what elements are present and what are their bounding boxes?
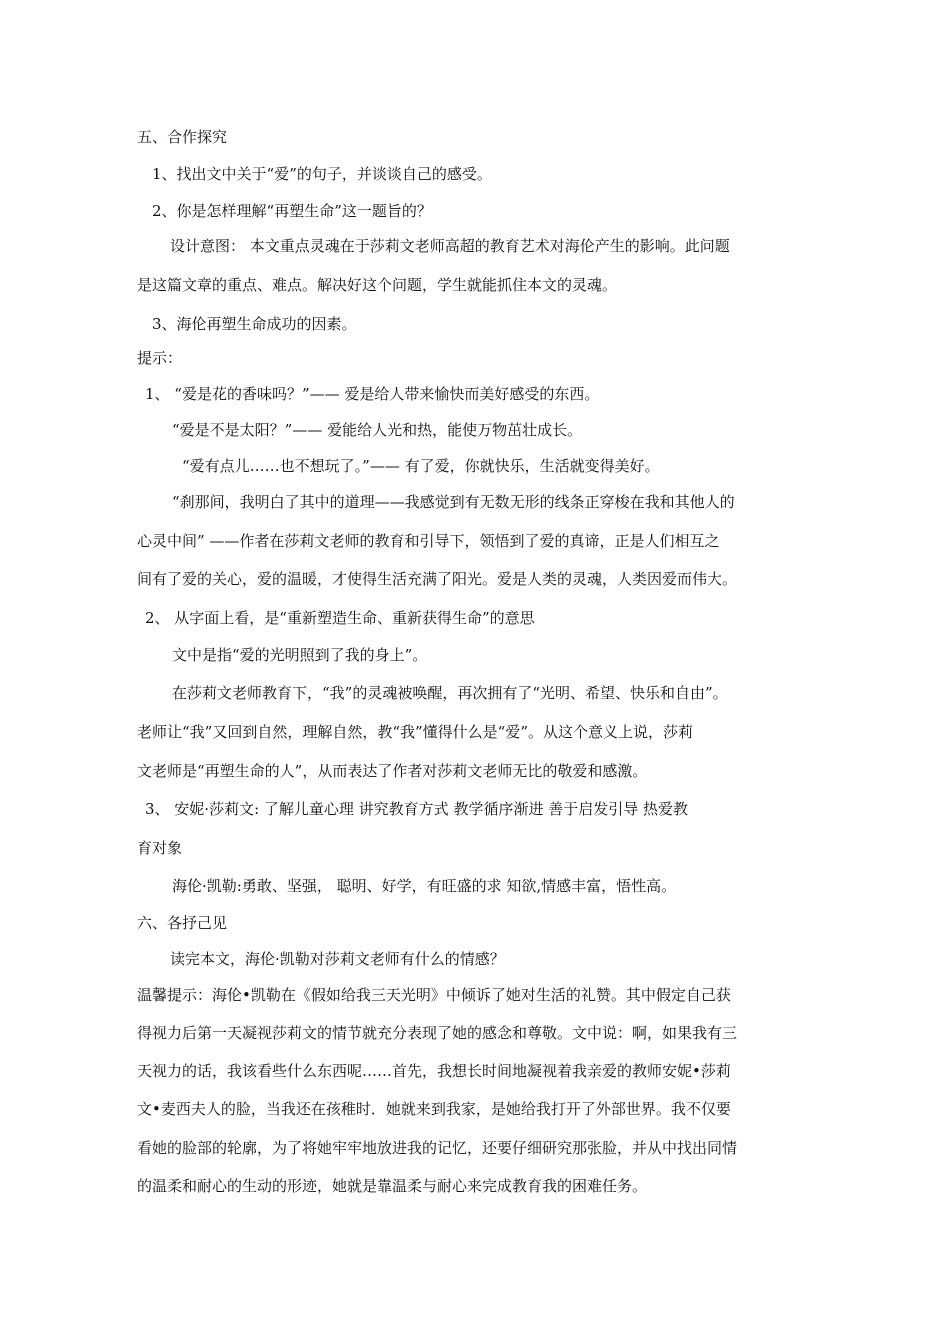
warm-tip-line-3: 天视力的话，我该看些什么东西呢……首先，我想长时间地凝视着我亲爱的教师安妮•莎莉 — [137, 1062, 731, 1080]
answer-1-line-3: “爱有点儿……也不想玩了。”—— 有了爱，你就快乐，生活就变得美好。 — [182, 457, 660, 475]
design-intent-line-2: 是这篇文章的重点、难点。解决好这个问题，学生就能抓住本文的灵魂。 — [137, 276, 618, 294]
section-6-question: 读完本文，海伦·凯勒对莎莉文老师有什么的情感？ — [170, 950, 505, 968]
warm-tip-line-1: 温馨提示：海伦•凯勒在《假如给我三天光明》中倾诉了她对生活的礼赞。其中假定自己获 — [137, 986, 731, 1004]
answer-3-line-1: 3、 安妮·莎莉文: 了解儿童心理 讲究教育方式 教学循序渐进 善于启发引导 热爱教 — [145, 800, 688, 818]
warm-tip-line-5: 看她的脸部的轮廓，为了将她牢牢地放进我的记忆，还要仔细研究那张脸，并从中找出同情 — [137, 1139, 738, 1157]
answer-1-line-2: “爱是不是太阳？”—— 爱能给人光和热，能使万物茁壮成长。 — [172, 421, 583, 439]
answer-3-line-3: 海伦·凯勒:勇敢、坚强， 聪明、好学，有旺盛的求 知欲,情感丰富，悟性高。 — [172, 877, 677, 895]
answer-2-paragraph-line-3: 文老师是“再塑生命的人”，从而表达了作者对莎莉文老师无比的敬爱和感激。 — [137, 762, 648, 780]
answer-3-line-2: 育对象 — [137, 839, 183, 857]
section-heading-express-opinions: 六、各抒己见 — [137, 914, 228, 932]
answer-1-paragraph-line-1: “刹那间，我明白了其中的道理——我感觉到有无数无形的线条正穿梭在我和其他人的 — [172, 493, 735, 511]
design-intent-line-1: 设计意图： 本文重点灵魂在于莎莉文老师高超的教育艺术对海伦产生的影响。此问题 — [170, 237, 730, 255]
question-1: 1、找出文中关于“爱”的句子，并谈谈自己的感受。 — [152, 165, 492, 183]
answer-1-paragraph-line-2: 心灵中间” ——作者在莎莉文老师的教育和引导下，领悟到了爱的真谛，正是人们相互之 — [137, 532, 720, 550]
warm-tip-line-2: 得视力后第一天凝视莎莉文的情节就充分表现了她的感念和尊敬。文中说：啊，如果我有三 — [137, 1024, 738, 1042]
answer-2-paragraph-line-2: 老师让“我”又回到自然，理解自然，教“我”懂得什么是“爱”。从这个意义上说，莎莉 — [137, 723, 694, 741]
section-heading-cooperative-inquiry: 五、合作探究 — [137, 128, 228, 146]
answer-2-line-1: 2、 从字面上看，是“重新塑造生命、重新获得生命”的意思 — [145, 609, 535, 627]
question-3: 3、海伦再塑生命成功的因素。 — [152, 315, 357, 333]
question-2: 2、你是怎样理解“再塑生命”这一题旨的？ — [152, 202, 432, 220]
warm-tip-line-4: 文•麦西夫人的脸，当我还在孩稚时．她就来到我家，是她给我打开了外部世界。我不仅要 — [137, 1100, 731, 1118]
answer-1-line-1: 1、 “爱是花的香味吗？”—— 爱是给人带来愉快而美好感受的东西。 — [145, 385, 600, 403]
hint-label: 提示： — [137, 349, 183, 367]
warm-tip-line-6: 的温柔和耐心的生动的形迹，她就是靠温柔与耐心来完成教育我的困难任务。 — [137, 1177, 648, 1195]
answer-2-line-2: 文中是指“爱的光明照到了我的身上”。 — [172, 646, 428, 664]
answer-2-paragraph-line-1: 在莎莉文老师教育下，“我”的灵魂被唤醒，再次拥有了“光明、希望、快乐和自由”。 — [172, 684, 728, 702]
answer-1-paragraph-line-3: 间有了爱的关心，爱的温暖，才使得生活充满了阳光。爱是人类的灵魂，人类因爱而伟大。 — [137, 570, 738, 588]
